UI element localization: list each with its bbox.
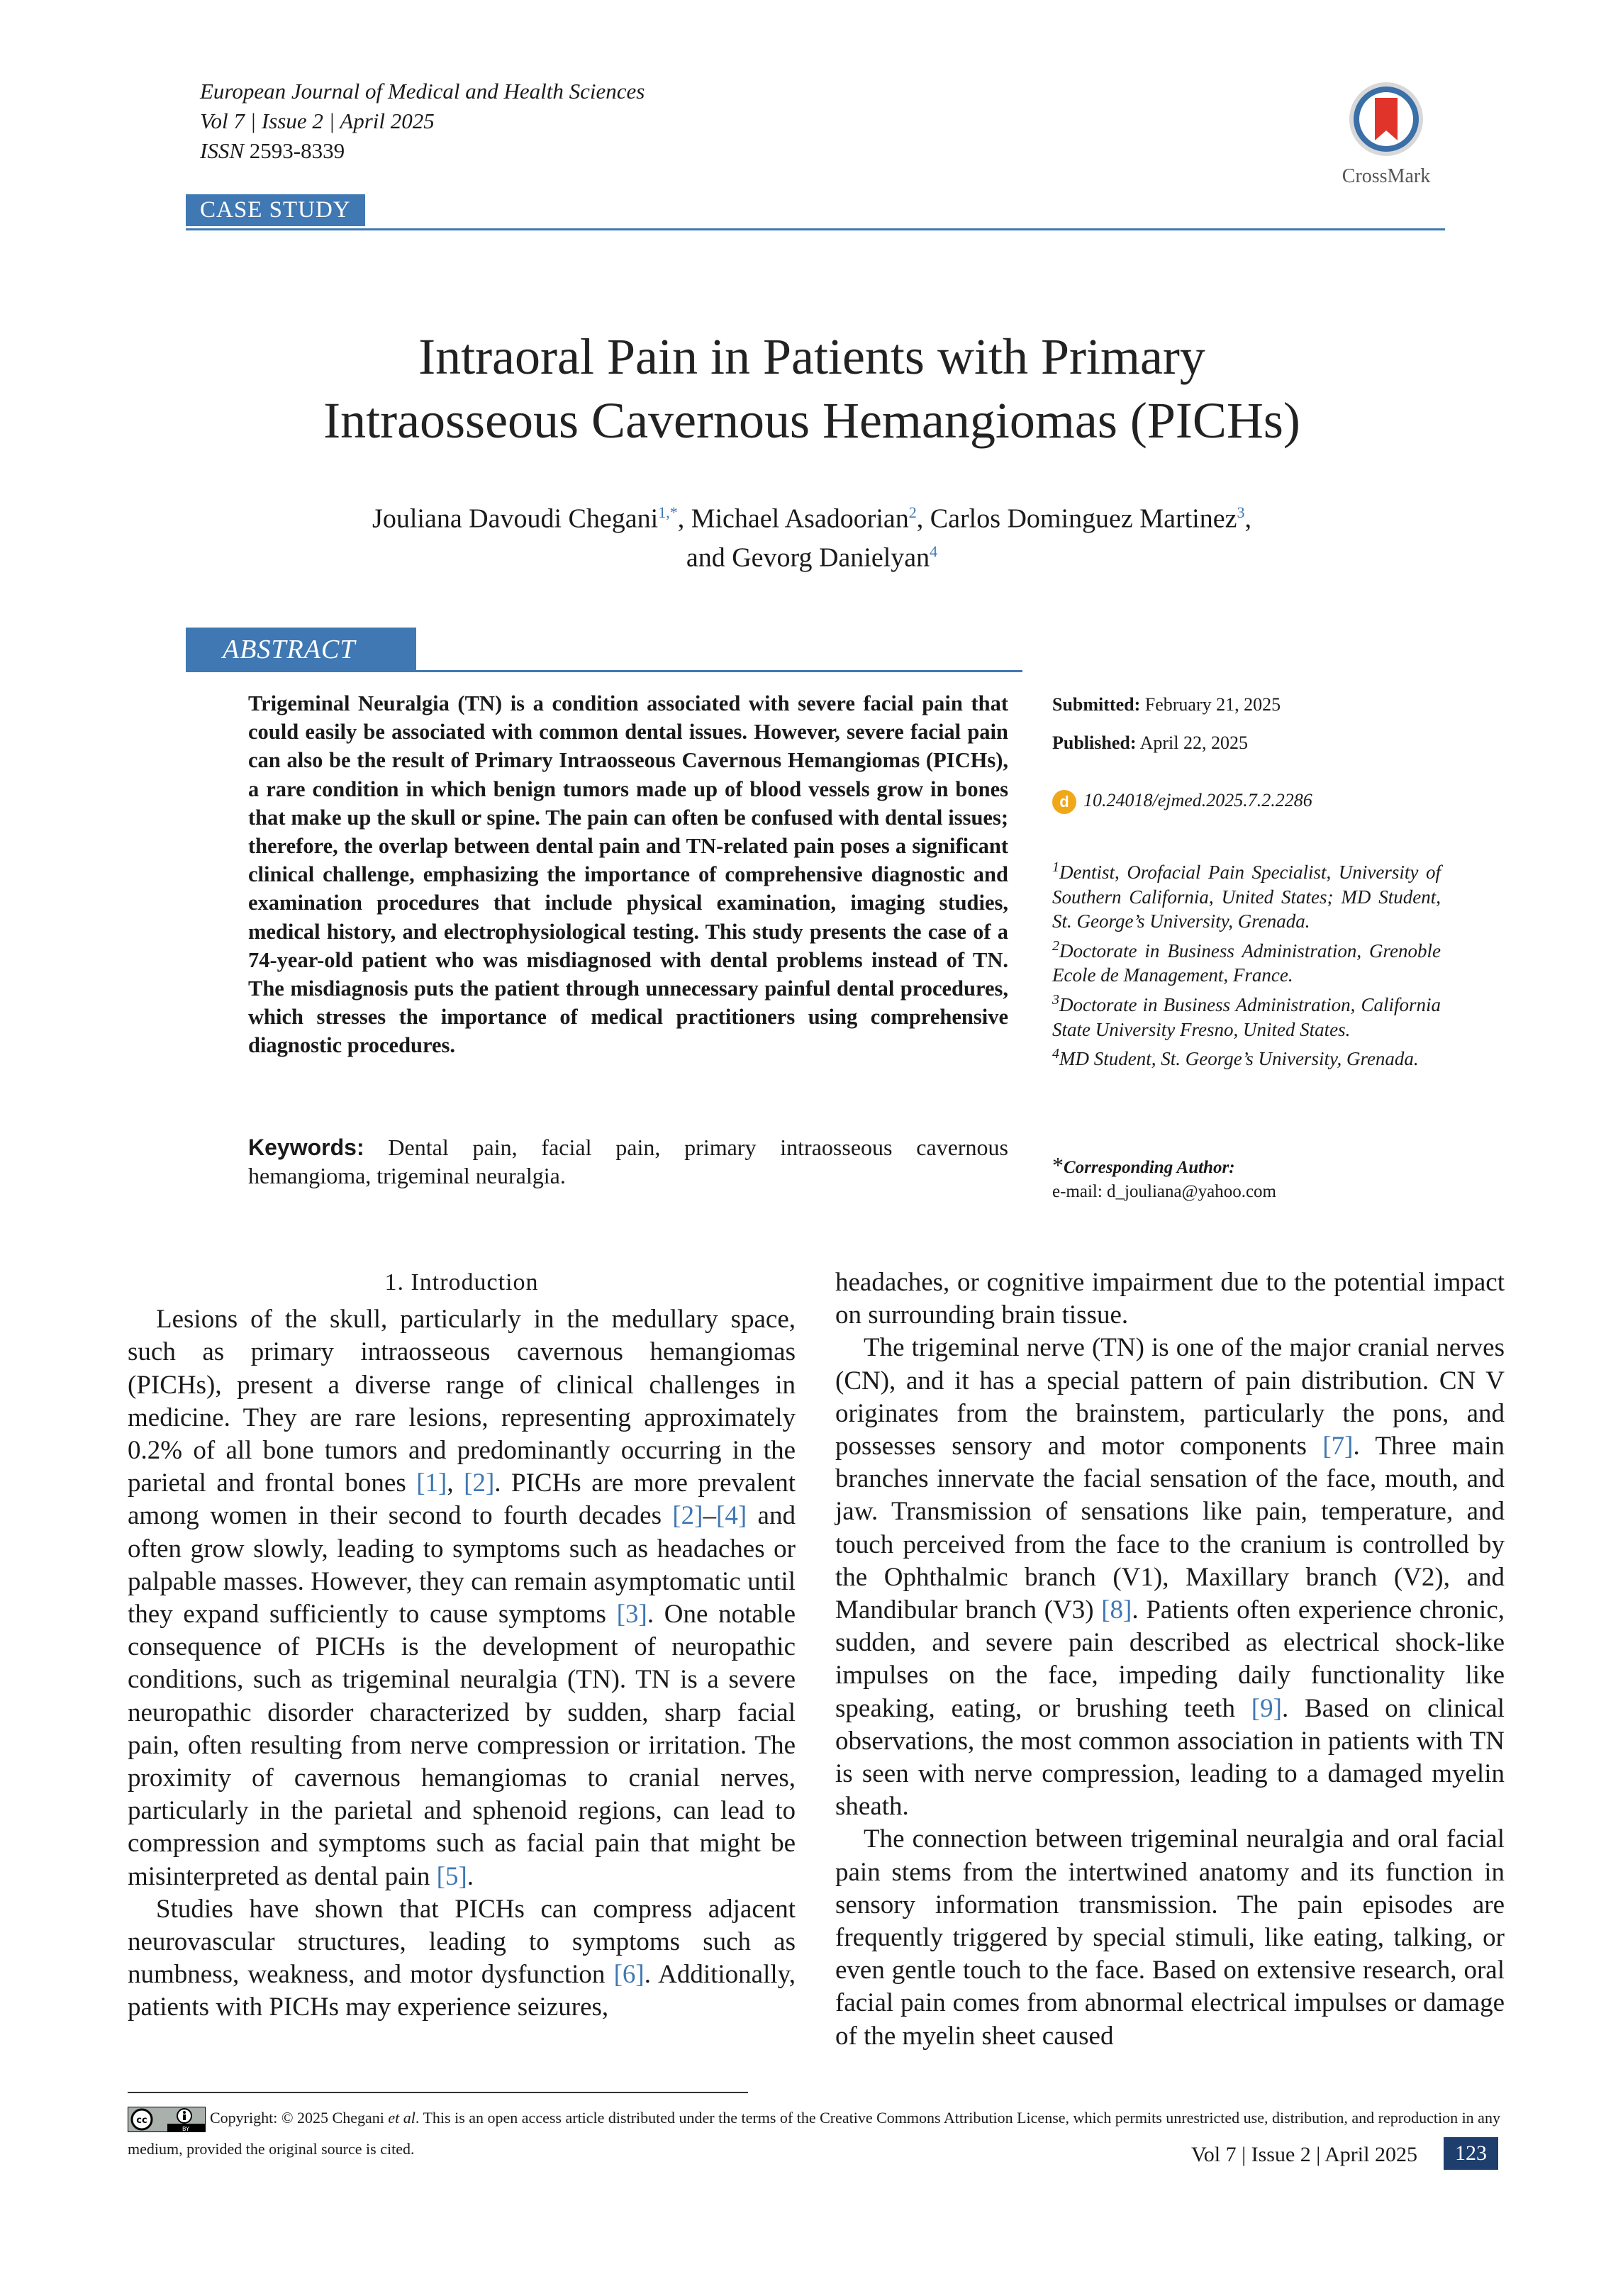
citation-link[interactable]: [7] xyxy=(1322,1432,1354,1461)
paragraph xyxy=(128,1303,796,1893)
author-name: Carlos Dominguez Martinez xyxy=(930,503,1237,534)
published-date xyxy=(1052,730,1441,755)
section-heading: 1. Introduction xyxy=(384,1269,539,1295)
text-run: . Additionally, patients with PICHs may experience seizures, xyxy=(128,1960,796,2022)
title-line-1: Intraoral Pain in Patients with Primary xyxy=(418,328,1205,385)
issn-label: ISSN xyxy=(200,138,244,163)
published-value: April 22, 2025 xyxy=(1139,732,1248,753)
citation-link[interactable]: [2] xyxy=(672,1501,703,1531)
cc-by-icon[interactable] xyxy=(128,2107,206,2132)
body-column-left xyxy=(128,1266,796,2024)
affiliations xyxy=(1052,855,1441,1071)
affiliation-item xyxy=(1052,855,1441,934)
footnote-rule xyxy=(128,2092,748,2093)
article-title xyxy=(142,325,1482,452)
footer-volume: Vol 7 | Issue 2 | April 2025 xyxy=(1191,2143,1417,2166)
header-rule xyxy=(186,228,1445,230)
author-affil-mark[interactable]: 2 xyxy=(908,503,917,521)
keywords-label: Keywords: xyxy=(248,1135,364,1160)
author-affil-mark[interactable]: 1,* xyxy=(658,503,678,521)
journal-issn xyxy=(200,136,645,166)
published-label: Published: xyxy=(1052,732,1137,753)
citation-link[interactable]: [6] xyxy=(613,1960,645,1990)
affiliation-number: 1 xyxy=(1052,859,1059,875)
text-run: . PICHs are more prevalent among women in their second to fourth decades xyxy=(128,1469,796,1531)
text-run: . One notable consequence of PICHs is the development of neuropathic conditions, such as trigeminal neuralgia (TN). TN is a severe neuropathic disorder characterized by sudden, sharp facial pain, often resulting from nerve compression or irritation. The proximity of cavernous hemangiomas to cranial nerves, particularly in the parietal and sphenoid regions, can lead to compression and symptoms such as facial pain that might be misinterpreted as dental pain xyxy=(128,1600,796,1891)
corresponding-star: * xyxy=(1052,1152,1064,1178)
submitted-value: February 21, 2025 xyxy=(1144,694,1281,715)
affiliation-text: Dentist, Orofacial Pain Specialist, University of Southern California, United States; MD Student, St. George’s University, Grenada. xyxy=(1052,862,1441,932)
doi-text[interactable]: 10.24018/ejmed.2025.7.2.2286 xyxy=(1083,790,1312,810)
affiliation-text: MD Student, St. George’s University, Grenada. xyxy=(1059,1048,1419,1070)
abstract-heading: ABSTRACT xyxy=(186,628,416,671)
svg-text:cc: cc xyxy=(136,2114,147,2126)
affiliation-item xyxy=(1052,1042,1441,1071)
paragraph xyxy=(835,1332,1505,1823)
author-separator: , xyxy=(916,503,930,534)
affiliation-item xyxy=(1052,988,1441,1042)
section-tag: CASE STUDY xyxy=(186,194,365,226)
affiliation-number: 2 xyxy=(1052,937,1059,954)
affiliation-number: 3 xyxy=(1052,991,1059,1008)
corresponding-label: Corresponding Author: xyxy=(1064,1158,1235,1177)
text-run: The trigeminal nerve (TN) is one of the major cranial nerves (CN), and it has a special pattern of pain distribution. CN V originates from the brainstem, particularly the pons, and possesses sensory and motor components xyxy=(835,1333,1505,1461)
body-column-right xyxy=(835,1266,1505,2053)
citation-link[interactable]: [3] xyxy=(616,1600,647,1629)
text-run: . xyxy=(467,1861,474,1891)
text-run: . Based on clinical observations, the most common association in patients with TN is seen with nerve compression, leading to a damaged myelin sheath. xyxy=(835,1693,1505,1822)
paragraph: The connection between trigeminal neuralgia and oral facial pain stems from the intertwined anatomy and its function in sensory information transmission. The pain episodes are frequently triggered by special stimuli, like eating, talking, or even gentle touch to the face. Based on extensive research, oral facial pain comes from abnormal electrical impulses or damage of the myelin sheet caused xyxy=(835,1824,1505,2051)
submitted-date xyxy=(1052,692,1441,717)
text-run: – xyxy=(703,1501,717,1531)
svg-text:BY: BY xyxy=(182,2125,189,2132)
citation-link[interactable]: [4] xyxy=(716,1501,747,1531)
author-name: and Gevorg Danielyan xyxy=(686,542,930,573)
copyright-text: Copyright: © 2025 Chegani xyxy=(210,2109,389,2127)
journal-name: European Journal of Medical and Health Sciences xyxy=(200,79,645,104)
author-affil-mark[interactable]: 4 xyxy=(930,542,938,560)
corresponding-author xyxy=(1052,1153,1441,1204)
citation-link[interactable]: [9] xyxy=(1251,1693,1282,1723)
text-run: and often grow slowly, leading to symptoms such as headaches or palpable masses. However, they can remain asymptomatic until they expand sufficiently to cause symptoms xyxy=(128,1501,796,1629)
citation-link[interactable]: [5] xyxy=(436,1861,467,1891)
text-run: . Three main branches innervate the facial sensation of the face, mouth, and jaw. Transmission of sensations like pain, temperature, and touch perceived from the face to the cranium is controlled by the Ophthalmic branch (V1), Maxillary branch (V2), and Mandibular branch (V3) xyxy=(835,1432,1505,1625)
affiliation-number: 4 xyxy=(1052,1046,1059,1062)
author-separator: , xyxy=(677,503,691,534)
text-run: Studies have shown that PICHs can compress adjacent neurovascular structures, leading to symptoms such as numbness, weakness, and motor dysfunction xyxy=(128,1894,796,1990)
citation-link[interactable]: [2] xyxy=(464,1469,495,1498)
crossmark-badge[interactable] xyxy=(1326,79,1446,188)
page-number: 123 xyxy=(1444,2137,1498,2170)
author-name: Jouliana Davoudi Chegani xyxy=(372,503,659,534)
doi-link[interactable] xyxy=(1052,790,1312,814)
author-separator: , xyxy=(1244,503,1251,534)
keywords xyxy=(248,1133,1008,1190)
keywords-text: Dental pain, facial pain, primary intraosseous cavernous hemangioma, trigeminal neuralgia. xyxy=(248,1135,1009,1188)
affiliation-item xyxy=(1052,934,1441,988)
copyright-text: . This is an open access article distributed under the terms of the Creative Commons Attribution License, which permits unrestricted use, distribution, and reproduction in any medium, provided the original source is cited. xyxy=(128,2109,1500,2158)
text-run: Lesions of the skull, particularly in the medullary space, such as primary intraosseous cavernous hemangiomas (PICHs), present a diverse range of clinical challenges in medicine. They are rare lesions, representing approximately 0.2% of all bone tumors and predominantly occurring in the parietal and frontal bones xyxy=(128,1305,796,1498)
submitted-label: Submitted: xyxy=(1052,694,1141,715)
author-list xyxy=(142,496,1482,574)
title-line-2: Intraosseous Cavernous Hemangiomas (PICHs) xyxy=(323,392,1300,449)
affiliation-text: Doctorate in Business Administration, Grenoble Ecole de Management, France. xyxy=(1052,940,1441,986)
journal-volume: Vol 7 | Issue 2 | April 2025 xyxy=(200,108,435,133)
crossmark-icon xyxy=(1346,79,1426,159)
text-run: , xyxy=(447,1469,464,1498)
crossmark-label: CrossMark xyxy=(1342,165,1431,187)
abstract-text: Trigeminal Neuralgia (TN) is a condition associated with severe facial pain that could easily be associated with common dental issues. However, severe facial pain can also be the result of Primary Intraosseous Cavernous Hemangiomas (PICHs), a rare condition in which benign tumors made up of blood vessels grow in bones that make up the skull or spine. The pain can often be confused with dental issues; therefore, the overlap between dental pain and TN-related pain poses a significant clinical challenge, emphasizing the importance of comprehensive diagnostic and examination procedures that include physical examination, imaging studies, medical history, and electrophysiological testing. This study presents the case of a 74-year-old patient who was misdiagnosed with dental problems instead of TN. The misdiagnosis puts the patient through unnecessary painful dental procedures, which stresses the importance of medical practitioners using comprehensive diagnostic procedures. xyxy=(248,691,1008,1058)
text-run: . Patients often experience chronic, sudden, and severe pain described as electrical shock-like impulses on the face, impeding daily functionality like speaking, eating, or brushing teeth xyxy=(835,1595,1505,1723)
paragraph: headaches, or cognitive impairment due to the potential impact on surrounding brain tissue. xyxy=(835,1268,1505,1330)
author-affil-mark[interactable]: 3 xyxy=(1237,503,1245,521)
copyright-etal: et al xyxy=(388,2109,415,2127)
corresponding-email[interactable]: e-mail: d_jouliana@yahoo.com xyxy=(1052,1182,1276,1201)
abstract-rule xyxy=(186,670,1022,672)
affiliation-text: Doctorate in Business Administration, California State University Fresno, United States. xyxy=(1052,993,1441,1040)
citation-link[interactable]: [8] xyxy=(1101,1595,1132,1625)
author-name: Michael Asadoorian xyxy=(691,503,909,534)
citation-link[interactable]: [1] xyxy=(416,1469,447,1498)
doi-icon: d xyxy=(1052,790,1076,814)
journal-header xyxy=(200,77,645,166)
issn-number: 2593-8339 xyxy=(249,138,345,163)
paragraph xyxy=(128,1893,796,2024)
